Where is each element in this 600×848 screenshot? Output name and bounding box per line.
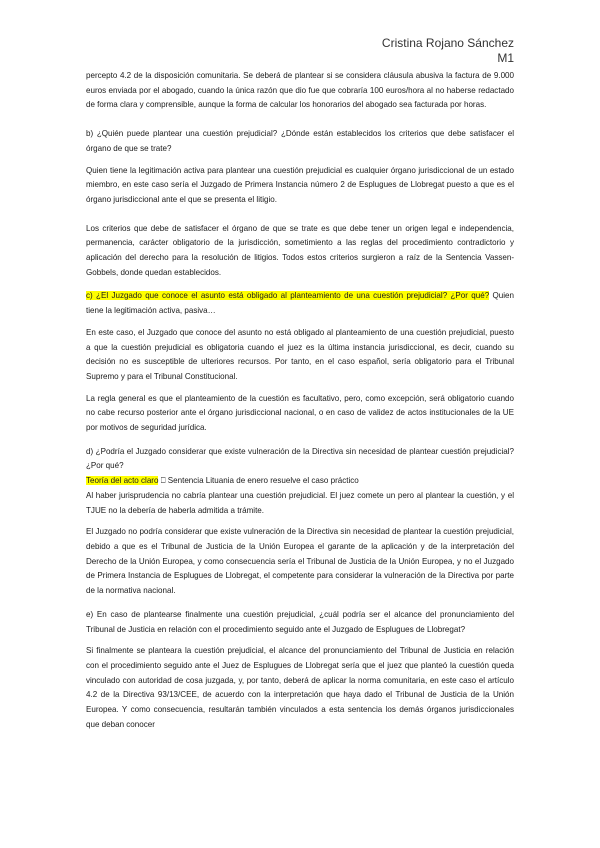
answer-b-1: Quien tiene la legitimación activa para plantear una cuestión prejudicial es cualquier órgano jurisdiccional de un estado miembro, en este caso sería el Juzgado de Primera Instancia número 2 de Esplugues de Llobregat puesto a que es el órgano jurisdiccional ante el que se presenta el litigio. <box>86 165 514 204</box>
note-d-text: ⎕ Sentencia Lituania de enero resuelve el caso práctico <box>158 476 359 486</box>
answer-b-2: Los criterios que debe de satisfacer el órgano de que se trate es que debe tener un origen legal e independencia, permanencia, carácter obligatorio de la jurisdicción, sometimiento a las reglas del procedimiento contradictorio y aplicación del derecho para la resolución de litigios. Todos estos criterios surgieron a raíz de la Sentencia Vassen-Gobbels, donde quedan establecidos. <box>86 223 514 277</box>
question-b: b) ¿Quién puede plantear una cuestión prejudicial? ¿Dónde están establecidos los criterios que debe satisfacer el órgano de que se trate? <box>86 129 514 153</box>
note-d-line-2: Al haber jurisprudencia no cabría plantear una cuestión prejudicial. El juez comete un pero al plantear la cuestión, y el TJUE no la debería de haberla admitida a trámite. <box>86 490 514 515</box>
answer-d: El Juzgado no podría considerar que existe vulneración de la Directiva sin necesidad de plantear la cuestión prejudicial, debido a que es el Tribunal de Justicia de la Unión Europea el garante de la aplicación y de la interpretación del Derecho de la Unión Europea, y como consecuencia sería el Tribunal de Justicia de la Unión Europea, y no el Juzgado de Primera Instancia de Esplugues de Llobregat, el competente para considerar la vulneración de la Directiva por parte de la normativa nacional. <box>86 527 514 596</box>
question-e: e) En caso de plantearse finalmente una cuestión prejudicial, ¿cuál podría ser el alcance del pronunciamiento del Tribunal de Justicia en relación con el procedimiento seguido ante el Juzgado de Esplugues de Llobregat? <box>86 609 514 634</box>
question-c-note: Quien tiene la legitimación activa, pasiva… <box>86 291 514 316</box>
note-d <box>86 474 514 489</box>
document-body <box>86 69 514 732</box>
group-code: M1 <box>497 51 514 65</box>
answer-c-2: La regla general es que el planteamiento de la cuestión es facultativo, pero, como excepción, será obligatorio cuando no cabe recurso posterior ante el órgano jurisdiccional nacional, o en caso de validez de actos institucionales de la UE por motivos de seguridad jurídica. <box>86 393 514 433</box>
page-header <box>382 36 514 66</box>
author-name: Cristina Rojano Sánchez <box>381 36 514 50</box>
note-d-highlight: Teoría del acto claro <box>86 476 159 486</box>
question-d: d) ¿Podría el Juzgado considerar que existe vulneración de la Directiva sin necesidad de plantear cuestión prejudicial? ¿Por qué? <box>86 446 514 471</box>
answer-c-1: En este caso, el Juzgado que conoce del asunto no está obligado al planteamiento de una cuestión prejudicial, puesto a que la cuestión prejudicial es obligatoria cuando el juez es la última instancia jurisdiccional, es decir, cuando su decisión no es susceptible de ulteriores recursos. Por tanto, en el caso español, sería obligatorio para el Tribunal Supremo y para el Tribunal Constitucional. <box>86 327 514 381</box>
answer-e: Si finalmente se planteara la cuestión prejudicial, el alcance del pronunciamiento del Tribunal de Justicia en relación con el procedimiento seguido ante el Juez de Esplugues de Llobregat sería que el juez que planteó la cuestión queda vinculado con autoridad de cosa juzgada, y, por tanto, deberá de aplicar la norma comunitaria, en este caso el artículo 4.2 de la Directiva 93/13/CEE, de acuerdo con la interpretación que haya dado el Tribunal de Justicia de la Unión Europea. Y como consecuencia, resultarán también vinculados a esta sentencia los demás órganos jurisdiccionales que deban conocer <box>86 646 514 729</box>
question-c-highlight: c) ¿El Juzgado que conoce el asunto está obligado al planteamiento de una cuestión prejudicial? ¿Por qué? <box>86 291 490 301</box>
paragraph-intro: percepto 4.2 de la disposición comunitaria. Se deberá de plantear si se considera cláusula abusiva la factura de 9.000 euros enviada por el abogado, cuando la única razón que dio fue que cobraría 100 euros/hora al no haberse redactado de forma clara y comprensible, aunque la forma de calcular los honorarios del abogado sea facturada por horas. <box>86 71 514 110</box>
question-c <box>86 289 514 318</box>
